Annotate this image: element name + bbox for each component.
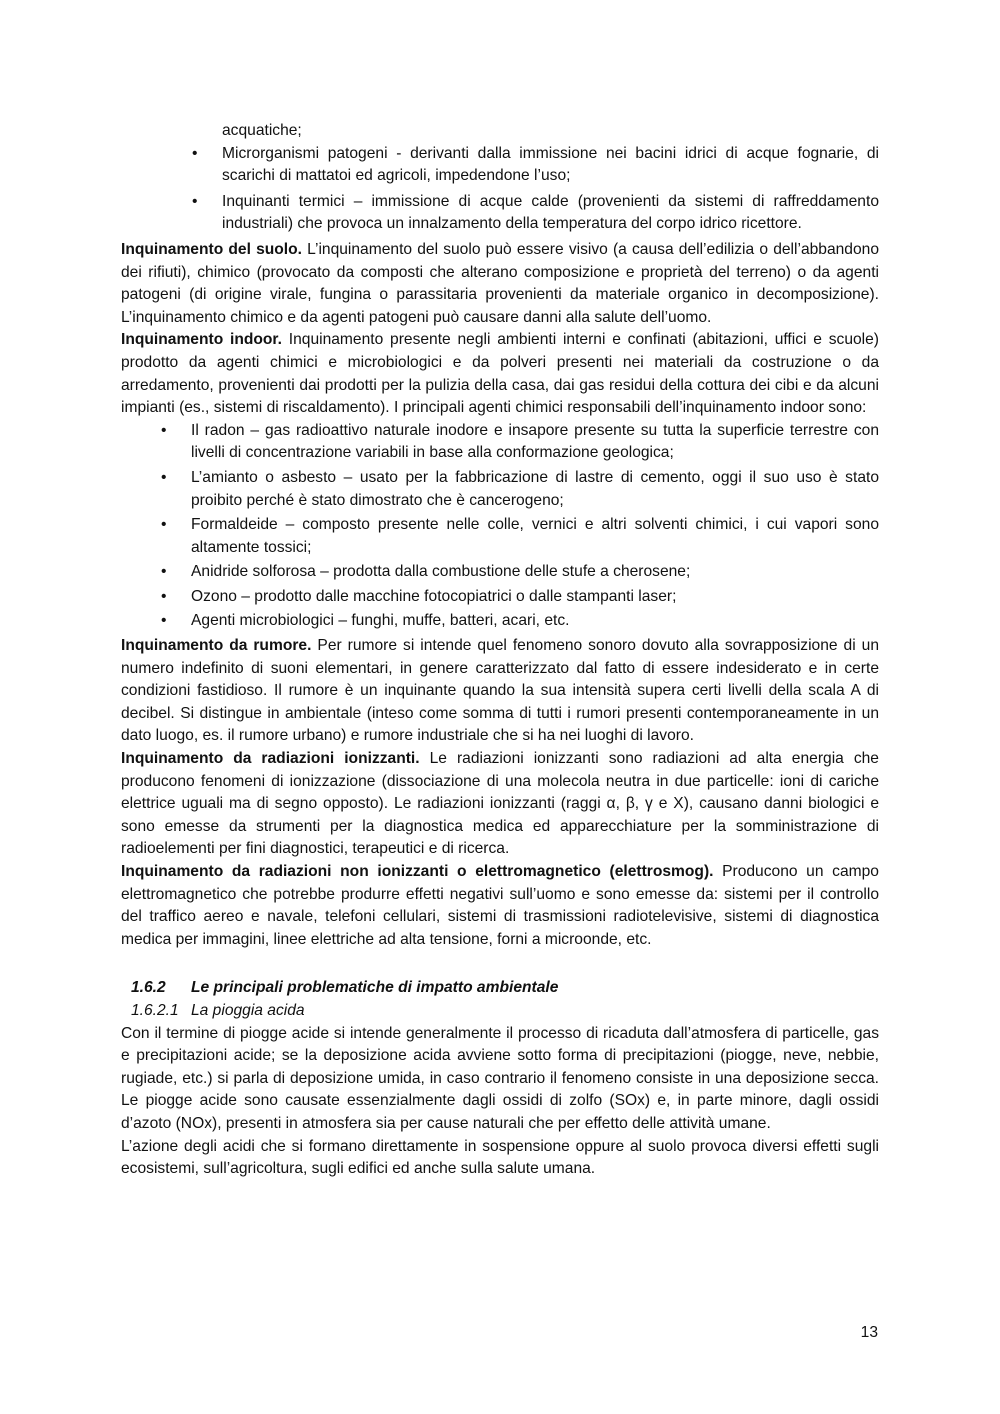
paragraph-heading: Inquinamento del suolo. bbox=[121, 240, 302, 258]
paragraph-suolo: Inquinamento del suolo. L’inquinamento del suolo può essere visivo (a causa dell’edilizia o dell’abbandono dei rifiuti), chimico (provocato da composti che alterano composizione e proprietà del terreno) o da agenti patogeni (di origine virale, fungina o parassitaria provenienti da materiale organico in decomposizione). L’inquinamento chimico e da agenti patogeni può causare danni alla salute dell’uomo. bbox=[121, 240, 879, 326]
list-item: • L’amianto o asbesto – usato per la fabbricazione di lastre di cemento, oggi il suo uso è stato proibito perché è stato dimostrato che è cancerogeno; bbox=[161, 468, 879, 509]
indoor-agents-list bbox=[161, 420, 879, 633]
paragraph-heading: Inquinamento da radiazioni non ionizzanti o elettromagnetico (elettrosmog). bbox=[121, 863, 714, 880]
subsection-number: 1.6.2.1 bbox=[131, 1001, 179, 1019]
bullet: • bbox=[192, 144, 198, 162]
paragraph-pioggia-2: L’azione degli acidi che si formano direttamente in sospensione oppure al suolo provoca diversi effetti sugli ecosistemi, sull’agricoltura, sugli edifici ed anche sulla salute umana. bbox=[121, 1137, 879, 1178]
bullet: • bbox=[161, 516, 167, 534]
list-item: • Microrganismi patogeni - derivanti dalla immissione nei bacini idrici di acque fognarie, di scarichi di mattatoi ed agricoli, impedendone l’uso; bbox=[192, 144, 879, 185]
page-number: 13 bbox=[860, 1324, 878, 1341]
paragraph-non-ionizzanti: Inquinamento da radiazioni non ionizzanti o elettromagnetico (elettrosmog). Producono un campo elettromagnetico che potrebbe produrre effetti negativi sull’uomo e sono emesse da: sistemi per il controllo del traffico aereo e navale, telefoni cellulari, sistemi di trasmissioni radiotelevisive, sistemi di diagnostica medica per immagini, linee elettriche ad alta tensione, forni a microonde, etc. bbox=[121, 863, 879, 948]
bullet: • bbox=[161, 468, 167, 486]
spacer bbox=[121, 951, 879, 977]
section-title: Le principali problematiche di impatto ambientale bbox=[191, 979, 559, 997]
paragraph-pioggia-1: Con il termine di piogge acide si intende generalmente il processo di ricaduta dall’atmosfera di particelle, gas e precipitazioni acide; se la deposizione acida avviene sotto forma di precipitazioni (piogge, neve, nebbie, rugiade, etc.) si parla di deposizione umida, in caso contrario il fenomeno consiste in una deposizione secca. Le piogge acide sono causate essenzialmente dagli ossidi di zolfo (SOx) e, in parte minore, dagli ossidi d’azoto (NOx), presenti in atmosfera sia per cause naturali che per effetto delle attività umane. bbox=[121, 1024, 879, 1132]
bullet: • bbox=[161, 421, 167, 439]
section-heading bbox=[131, 977, 879, 1000]
list-item: • Ozono – prodotto dalle macchine fotocopiatrici o dalle stampanti laser; bbox=[191, 586, 879, 609]
list-item: • Agenti microbiologici – funghi, muffe, batteri, acari, etc. bbox=[191, 610, 879, 633]
section-number: 1.6.2 bbox=[131, 979, 166, 997]
list-item: • Inquinanti termici – immissione di acque calde (provenienti da sistemi di raffreddamento industriali) che provoca un innalzamento della temperatura del corpo idrico ricettore. bbox=[192, 192, 879, 233]
paragraph-rumore: Inquinamento da rumore. Per rumore si intende quel fenomeno sonoro dovuto alla sovrapposizione di un numero indefinito di suoni elementari, in genere caratterizzato dal fatto di essere indesiderato e in certe condizioni fastidioso. Il rumore è un inquinante quando la sua intensità supera certi livelli della scala A di decibel. Si distingue in ambientale (inteso come somma di tutti i rumori presenti contemporaneamente in un dato luogo, es. il rumore urbano) e rumore industriale che si ha nei luoghi di lavoro. bbox=[121, 637, 880, 745]
paragraph-indoor: Inquinamento indoor. Inquinamento presente negli ambienti interni e confinati (abitazioni, uffici e scuole) prodotto da agenti chimici e microbiologici e da polveri presenti nei materiali da costruzione o da arredamento, provenienti dai prodotti per la pulizia della casa, dai gas residui della cottura dei cibi e da alcuni impianti (es., sistemi di riscaldamento). I principali agenti chimici responsabili dell’inquinamento indoor sono: bbox=[121, 331, 879, 417]
bullet: • bbox=[161, 587, 167, 605]
list-item: • Formaldeide – composto presente nelle colle, vernici e altri solventi chimici, i cui vapori sono altamente tossici; bbox=[161, 516, 879, 556]
paragraph-heading: Inquinamento da radiazioni ionizzanti. bbox=[121, 750, 420, 768]
document-page bbox=[121, 120, 879, 1181]
list-item: • Il radon – gas radioattivo naturale inodore e insapore presente su tutta la superficie terrestre con livelli di concentrazione variabili in base alla conformazione geologica; bbox=[161, 421, 879, 462]
bullet: • bbox=[192, 192, 198, 210]
subsection-title: La pioggia acida bbox=[191, 1001, 305, 1019]
list-item: • Anidride solforosa – prodotta dalla combustione delle stufe a cherosene; bbox=[191, 561, 879, 584]
subsection-heading bbox=[131, 1000, 879, 1023]
paragraph-ionizzanti: Inquinamento da radiazioni ionizzanti. Le radiazioni ionizzanti sono radiazioni ad alta energia che producono fenomeni di ionizzazione (dissociazione di una molecola neutra in due particelle: ioni di cariche elettrice uguali ma di segno opposto). Le radiazioni ionizzanti (raggi α, β, γ e X), causano danni biologici e sono emesse da strumenti per la diagnostica medica ed apparecchiature per la somministrazione di radioelementi per fini diagnostici, terapeutici e di ricerca. bbox=[121, 750, 879, 858]
bullet: • bbox=[161, 563, 167, 581]
list-continuation: acquatiche; bbox=[222, 122, 302, 139]
water-pollutant-list bbox=[192, 143, 879, 236]
bullet: • bbox=[161, 612, 167, 630]
paragraph-heading: Inquinamento indoor. bbox=[121, 331, 282, 349]
paragraph-heading: Inquinamento da rumore. bbox=[121, 637, 312, 655]
